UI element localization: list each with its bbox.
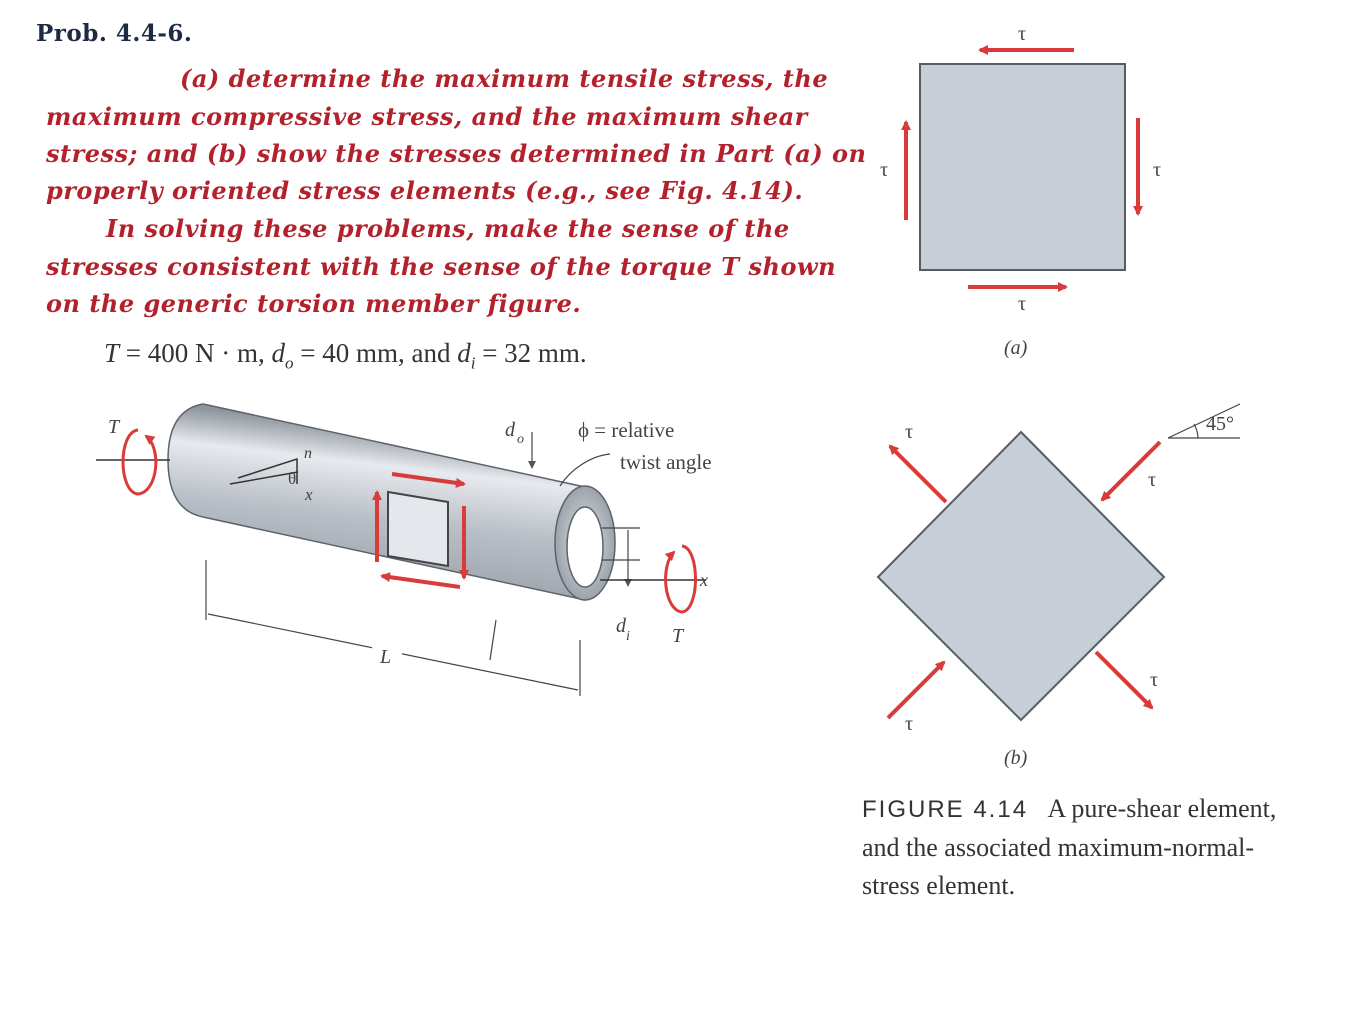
torsion-member-figure bbox=[96, 404, 712, 696]
do-label: d bbox=[505, 419, 515, 441]
problem-text-line: stresses consistent with the sense of the torque T shown bbox=[46, 252, 837, 281]
caption-text: A pure-shear element, and the associated maximum-normal-stress element. bbox=[862, 794, 1277, 900]
given-T-symbol: T bbox=[104, 338, 120, 368]
tau-b-lower-right: τ bbox=[1150, 669, 1159, 691]
tau-right-label: τ bbox=[1153, 159, 1162, 181]
figure-b-rotated-element bbox=[878, 404, 1240, 769]
left-torque-arrow bbox=[123, 430, 156, 494]
shear-element-square bbox=[920, 64, 1125, 270]
figure-caption bbox=[862, 790, 1302, 905]
surface-stress-element bbox=[388, 492, 448, 566]
figure-a-label: (a) bbox=[1004, 337, 1028, 359]
given-di-symbol: d bbox=[457, 338, 471, 368]
di-subscript: i bbox=[626, 629, 630, 644]
given-do-subscript: o bbox=[285, 353, 294, 373]
tau-bottom-label: τ bbox=[1018, 293, 1027, 315]
problem-text-line: properly oriented stress elements (e.g., see Fig. 4.14). bbox=[46, 176, 804, 205]
angle-45-label: 45° bbox=[1206, 413, 1234, 435]
tau-b-upper-right: τ bbox=[1148, 469, 1157, 491]
problem-text-line: (a) determine the maximum tensile stress, the bbox=[180, 64, 829, 93]
do-subscript: o bbox=[517, 432, 524, 447]
theta-label: θ bbox=[288, 469, 297, 488]
left-torque-label: T bbox=[108, 416, 120, 438]
tau-b-lower-left: τ bbox=[905, 713, 914, 735]
problem-text-line: In solving these problems, make the sense of the bbox=[106, 214, 790, 243]
phi-label: ϕ = relative bbox=[578, 418, 675, 442]
x-label: x bbox=[305, 485, 313, 504]
tau-b-upper-left: τ bbox=[905, 421, 914, 443]
angle-arc bbox=[1194, 424, 1198, 438]
right-torque-arrow bbox=[666, 546, 696, 612]
figure-number: FIGURE 4.14 bbox=[862, 796, 1029, 823]
problem-text-line: stress; and (b) show the stresses determined in Part (a) on bbox=[46, 139, 867, 168]
given-T-value: = 400 N · m, bbox=[119, 338, 272, 368]
tau-left-label: τ bbox=[880, 159, 889, 181]
given-do-value: = 40 mm, and bbox=[293, 338, 458, 368]
given-do-symbol: d bbox=[271, 338, 285, 368]
section-tick bbox=[490, 620, 496, 660]
compressive-arrow-lower-left bbox=[888, 662, 944, 718]
end-x-label: x bbox=[700, 570, 708, 590]
L-label: L bbox=[380, 646, 392, 668]
given-di-subscript: i bbox=[470, 353, 476, 373]
figure-b-label: (b) bbox=[1004, 747, 1028, 769]
phi-leader-line bbox=[560, 454, 610, 486]
twist-angle-label: twist angle bbox=[620, 450, 712, 474]
given-di-value: = 32 mm. bbox=[475, 338, 587, 368]
shear-arrow bbox=[382, 576, 460, 587]
tensile-arrow-lower-right bbox=[1096, 652, 1152, 708]
tau-top-label: τ bbox=[1018, 23, 1027, 45]
problem-title: Prob. 4.4-6. bbox=[36, 20, 193, 47]
figure-a-pure-shear bbox=[880, 23, 1161, 359]
n-label: n bbox=[304, 445, 312, 462]
cylinder-bore bbox=[567, 507, 603, 587]
right-torque-label: T bbox=[672, 625, 684, 647]
problem-text-line: on the generic torsion member figure. bbox=[46, 289, 582, 318]
di-label: d bbox=[616, 615, 626, 637]
tensile-arrow-upper-left bbox=[890, 446, 946, 502]
problem-text-line: maximum compressive stress, and the maximum shear bbox=[46, 102, 808, 131]
